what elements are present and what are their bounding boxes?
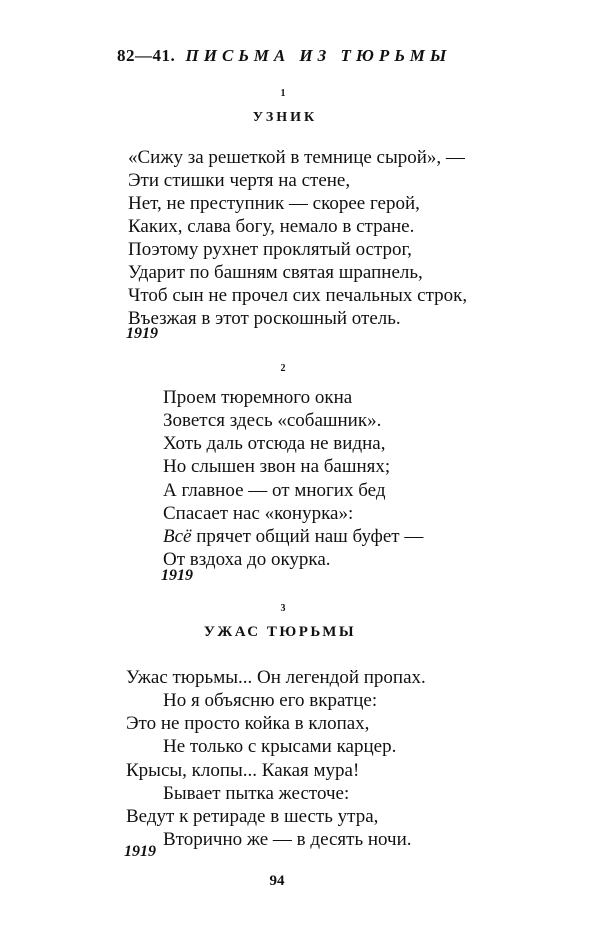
verse-line: Но я объясню его вкратце: bbox=[163, 690, 378, 711]
poem-stanza bbox=[128, 146, 465, 238]
verse-line: Но слышен звон на башнях; bbox=[163, 456, 391, 477]
verse-line: Спасает нас «конурка»: bbox=[163, 503, 354, 524]
verse-line: Въезжая в этот роскошный отель. bbox=[128, 308, 401, 329]
poem-stanza bbox=[128, 238, 467, 330]
verse-line: Ведут к ретираде в шесть утра, bbox=[126, 806, 379, 827]
poem-year: 1919 bbox=[161, 567, 193, 584]
verse-line: «Сижу за решеткой в темнице сырой», — bbox=[128, 147, 465, 168]
poem-stanza bbox=[163, 479, 423, 571]
verse-line: Крысы, клопы... Какая мура! bbox=[126, 760, 360, 781]
poem-year: 1919 bbox=[126, 325, 158, 342]
section-title: ПИСЬМА ИЗ ТЮРЬМЫ bbox=[185, 46, 452, 65]
verse-line: От вздоха до окурка. bbox=[163, 549, 331, 570]
poem-stanza bbox=[126, 666, 426, 758]
verse-line: Ударит по башням святая шрапнель, bbox=[128, 262, 423, 283]
verse-line: Нет, не преступник — скорее герой, bbox=[128, 193, 420, 214]
verse-line: Ужас тюрьмы... Он легендой пропах. bbox=[126, 667, 426, 688]
poem-number: 1 bbox=[280, 88, 286, 99]
section-number: 82—41. bbox=[117, 46, 176, 65]
poem-title: УЗНИК bbox=[252, 110, 318, 125]
verse-line: Эти стишки чертя на стене, bbox=[128, 170, 351, 191]
page-number: 94 bbox=[269, 873, 285, 889]
verse-line: Чтоб сын не прочел сих печальных строк, bbox=[128, 285, 468, 306]
poem-stanza bbox=[163, 386, 390, 478]
verse-line-rest: прячет общий наш буфет — bbox=[196, 526, 424, 547]
poem-year: 1919 bbox=[124, 843, 156, 860]
poem-stanza bbox=[126, 759, 412, 851]
poem-number: 3 bbox=[280, 603, 286, 614]
verse-line: Не только с крысами карцер. bbox=[163, 736, 397, 757]
verse-line: Хоть даль отсюда не видна, bbox=[163, 433, 386, 454]
verse-line: Каких, слава богу, немало в стране. bbox=[128, 216, 415, 237]
verse-line: Поэтому рухнет проклятый острог, bbox=[128, 239, 412, 260]
poem-title: УЖАС ТЮРЬМЫ bbox=[203, 624, 357, 640]
verse-line: Это не просто койка в клопах, bbox=[126, 713, 370, 734]
poem-number: 2 bbox=[280, 363, 286, 374]
verse-line: Проем тюремного окна bbox=[163, 387, 353, 408]
emphasized-word: Всё bbox=[163, 526, 192, 547]
verse-line bbox=[163, 525, 423, 548]
verse-line: Вторично же — в десять ночи. bbox=[163, 829, 412, 850]
verse-line: Бывает пытка жесточе: bbox=[163, 783, 350, 804]
verse-line: А главное — от многих бед bbox=[163, 480, 386, 501]
verse-line: Зовется здесь «собашник». bbox=[163, 410, 382, 431]
section-heading bbox=[117, 46, 451, 66]
